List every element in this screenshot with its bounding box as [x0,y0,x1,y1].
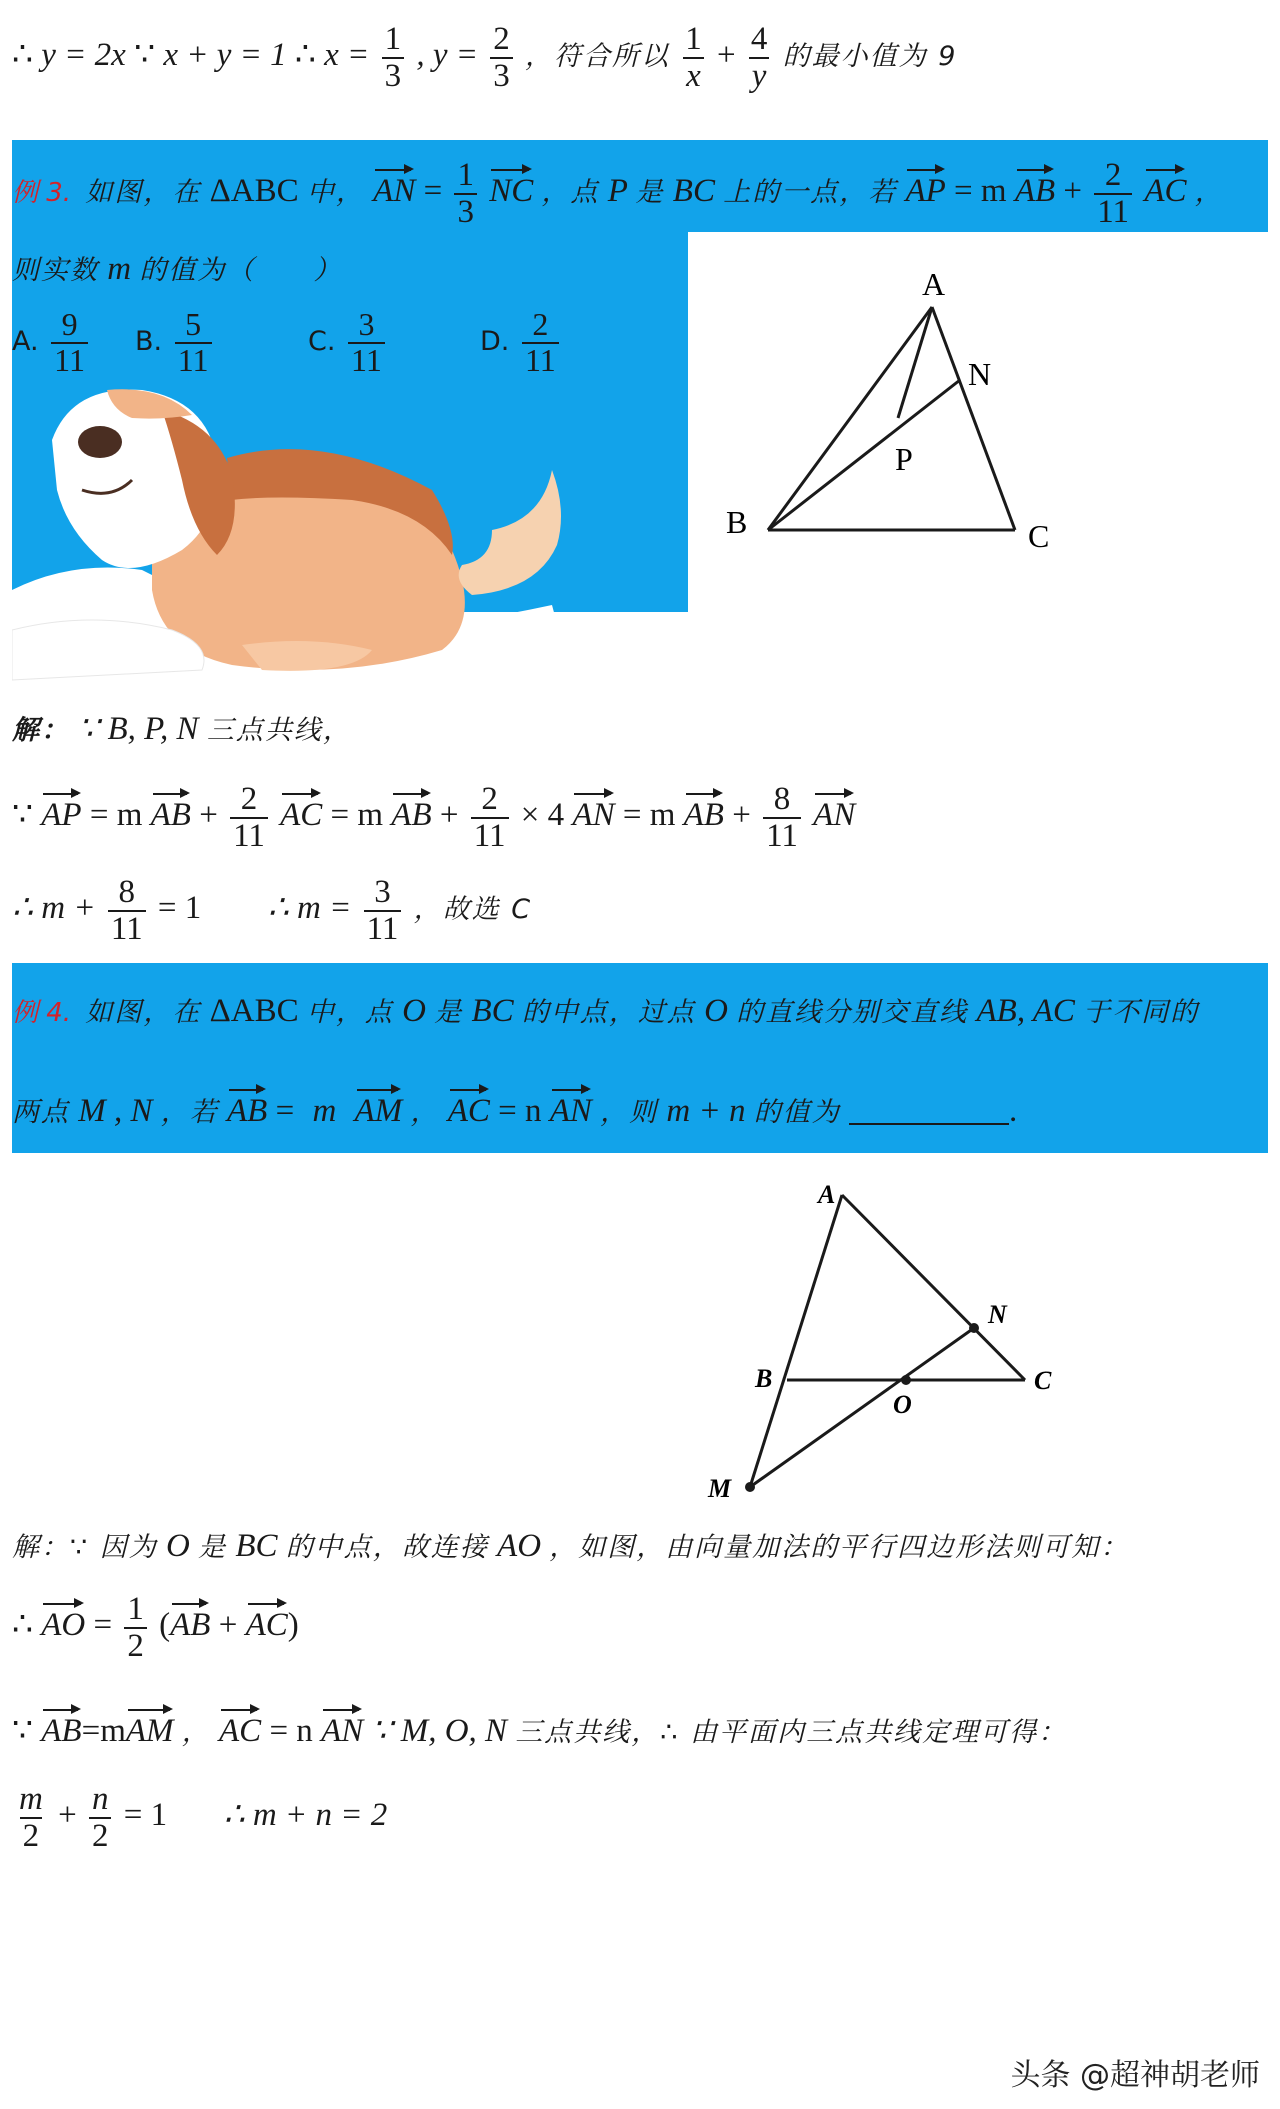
text-conform: ，符合所以 [525,41,670,73]
example-4-label: 例 4. [12,998,72,1028]
dog-illustration [12,380,572,690]
fraction-4-y: $\frac{4}{y}$ [748,22,771,93]
solution-3-line-3: ∴ m + $\frac{8}{11}$ = 1 ∴ m = $\frac{3}{11}$ ，故选 C [12,874,533,947]
fraction-2-11: $\frac{2}{11}$ [1094,158,1132,229]
label-c: C [1034,1366,1052,1395]
line-mn [750,1328,974,1487]
label-m: M [708,1474,732,1503]
example-3-question-line-1: 例 3. 如图，在 ΔABC 中， AN = $\frac{1}{3}$ NC ，点 P 是 BC 上的一点，若 AP = m AB + $\frac{2}{11}$ AC ， [12,157,1224,230]
edge-ac [842,1195,1025,1380]
segment-bn [768,380,960,530]
vector-ac: AC [1144,165,1186,210]
fraction-2-3: $\frac{2}{3}$ [490,22,513,93]
because-symbol: ∵ [134,37,156,74]
vector-an: AN [373,165,415,210]
solution-3-line-1: 解： ∵ B, P, N 三点共线， [12,711,352,747]
y-equals: , y = [416,37,478,74]
equation-y-2x: y = 2x [41,37,126,74]
top-equation-line [12,22,957,93]
line-am [750,1195,842,1487]
example-3-label: 例 3. [12,178,72,209]
label-a: A [922,266,946,302]
fraction-1-x: $\frac{1}{x}$ [682,22,705,93]
segment-bc: BC [672,173,715,210]
solution-4-line-1: 解：∵ 因为 O 是 BC 的中点，故连接 AO ，如图，由向量加法的平行四边形法则可知： [12,1528,1130,1564]
segment-ap [898,307,932,418]
vector-ab: AB [1015,165,1055,210]
equation-x-plus-y: x + y = 1 [163,37,287,74]
plus-sign: + [717,37,736,74]
watermark: 头条 @超神胡老师 [1010,2058,1260,2093]
fraction-1-3: $\frac{1}{3}$ [454,158,477,229]
option-b[interactable]: B. $\frac{5}{11}$ [135,308,216,377]
label-b: B [755,1364,773,1393]
dog-nose [78,426,122,458]
answer-blank[interactable] [849,1123,1009,1125]
x-equals: x = [324,37,370,74]
solution-4-line-3: ∵ AB=mAM ， AC = n AN ∵ M, O, N 三点共线，∴ 由平面内三点共线定理可得： [12,1705,1067,1750]
solution-4-line-4: $\frac{m}{2}$ + $\frac{n}{2}$ = 1 ∴ m + n = 2 [19,1781,388,1854]
label-b: B [726,504,748,540]
point-m [745,1482,755,1492]
text-min-value: 的最小值为 9 [782,41,958,73]
point-o [901,1375,911,1385]
therefore-symbol: ∴ [294,37,316,74]
dog-tail [459,470,561,595]
solution-3-line-2: ∵ AP = m AB + $\frac{2}{11}$ AC = m AB + $\frac{2}{11}$ × 4 AN = m AB + $\frac{8}{11}$ AN [12,781,856,854]
triangle-diagram-1 [700,255,1100,575]
fraction-1-3: $\frac{1}{3}$ [382,22,405,93]
option-a[interactable]: A. $\frac{9}{11}$ [12,308,92,377]
example-3-question-line-2: 则实数 m 的值为（ ） [12,251,343,287]
example-4-question-line-2: 两点 M , N ，若 AB = m AM ， AC = n AN ，则 m + n 的值为 . [12,1085,1017,1130]
triangle-abc: ΔABC [209,173,299,210]
vector-ap: AP [905,165,945,210]
label-n: N [988,1300,1007,1329]
edge-ac [932,307,1015,530]
edge-ab [768,307,932,530]
label-p: P [895,441,913,477]
solution-4-line-2: ∴ AO = $\frac{1}{2}$ (AB + AC) [12,1591,299,1664]
point-p: P [607,173,628,210]
label-c: C [1028,518,1050,554]
solution-label: 解： [12,715,70,746]
triangle-diagram-2 [690,1175,1090,1505]
label-n: N [968,356,992,392]
label-o: O [893,1390,912,1419]
label-a: A [818,1180,836,1209]
option-d[interactable]: D. $\frac{2}{11}$ [480,308,563,377]
point-n [969,1323,979,1333]
option-c[interactable]: C. $\frac{3}{11}$ [308,308,389,377]
example-4-question-line-1: 例 4. 如图，在 ΔABC 中，点 O 是 BC 的中点，过点 O 的直线分别交直线 AB, AC 于不同的 [12,993,1200,1029]
therefore-symbol: ∴ [12,37,33,74]
vector-nc: NC [489,165,533,210]
